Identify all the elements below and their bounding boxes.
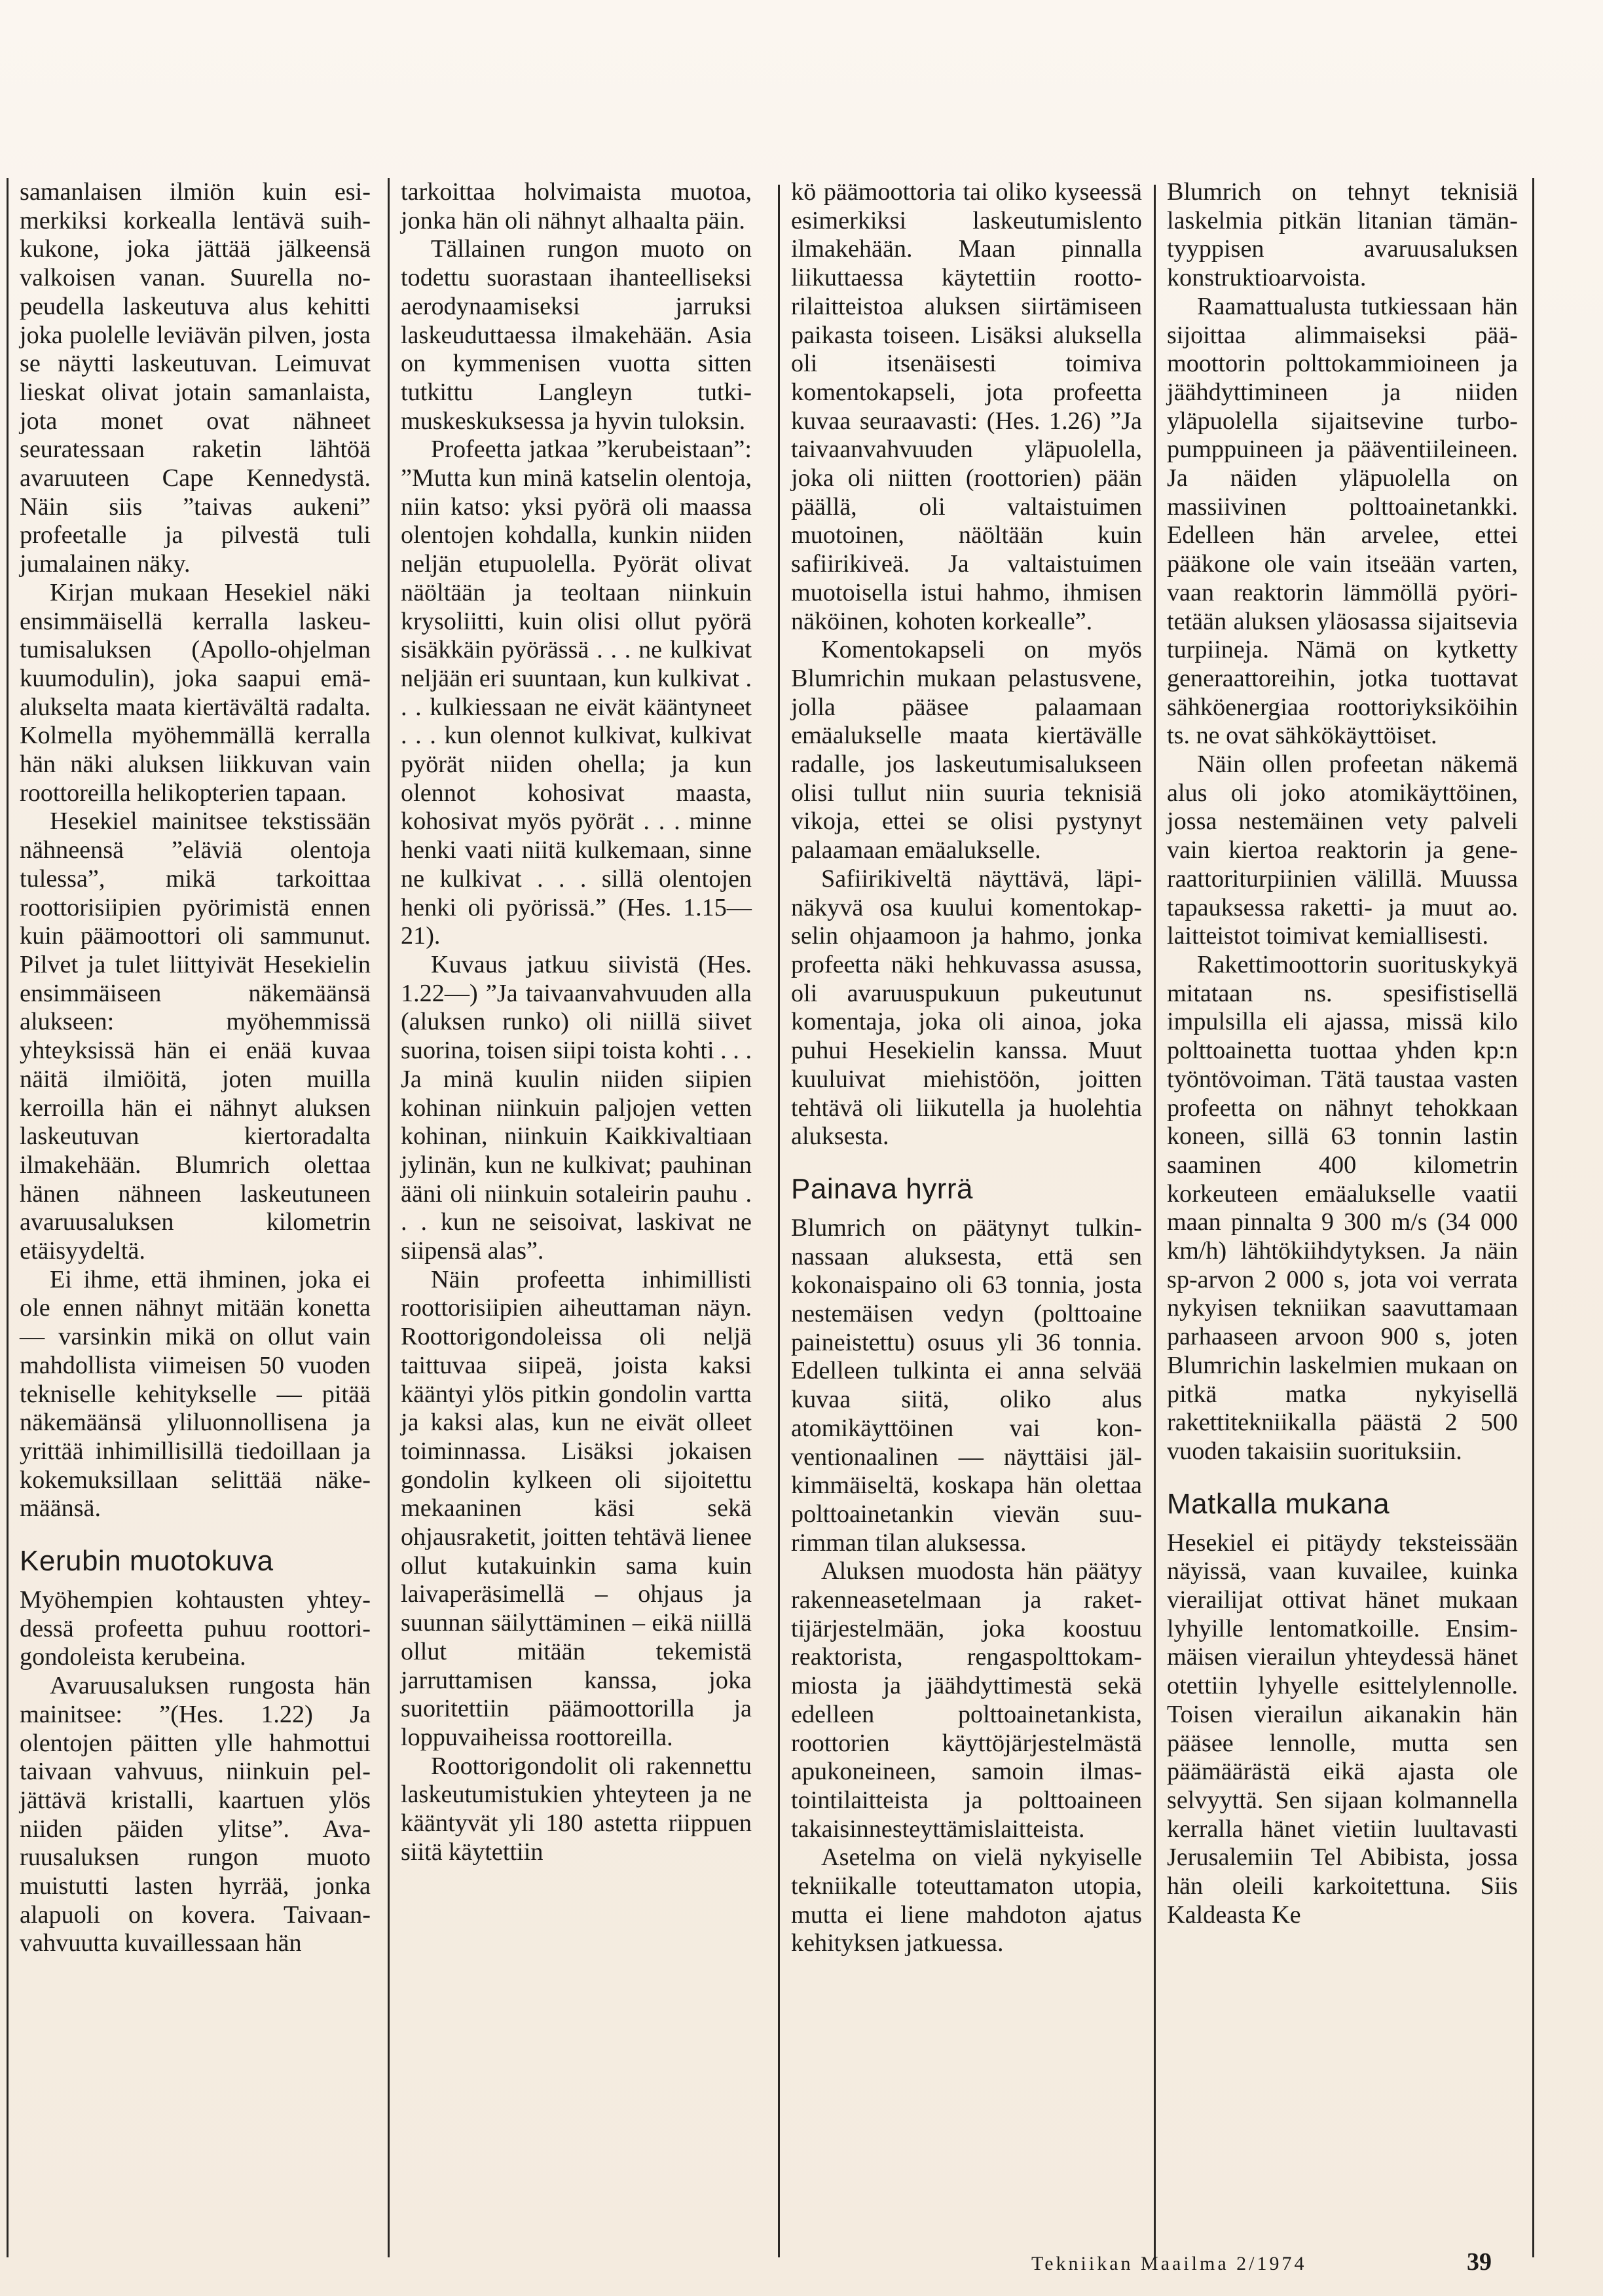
section-heading: Kerubin muotokuva [20,1545,274,1578]
paragraph: Ei ihme, että ihminen, joka ei ole ennen nähnyt mitään konetta — varsinkin mikä on ollut vain mahdollista viimeisen 50 vuoden tekniselle kehitykselle — pitää näkemäänsä yliluonnollisena ja yrittää inhimillisillä tiedoillaan ja kokemuksillaan selittää näkemäänsä. [20,1265,371,1523]
paragraph: Kirjan mukaan Hesekiel näki ensimmäisellä kerralla laskeutumisaluksen (Apollo-ohjelman kuumodulin), joka saapui emäalukselta maata kiertävältä radalta. Kolmella myöhemmällä kerralla hän näki aluksen liikkuvan vain roottoreilla helikopterien tapaan. [20,578,371,807]
article-column-1 [20,178,371,1958]
column-rule-1-2 [388,178,390,2257]
column-rule-2-3 [778,185,780,2257]
page-number: 39 [1467,2248,1492,2276]
paragraph: Näin profeetta inhimillisti roottorisiipien aiheuttaman näyn. Roottorigondoleissa oli neljä taittuvaa siipeä, joista kaksi kääntyi ylös pitkin gondolin vartta ja kaksi alas, kun ne eivät olleet toiminnassa. Lisäksi jokaisen gondolin kylkeen oli sijoitettu mekaaninen käsi sekä ohjausraketit, joitten tehtävä lienee ollut kutakuinkin sama kuin laivaperäsimellä – ohjaus ja suunnan säilyttäminen – eikä niillä ollut mitään tekemistä jarruttamisen kanssa, joka suoritettiin päämoottorilla ja loppuvaiheissa roottoreilla. [401,1265,752,1751]
paragraph: Komentokapseli on myös Blumrichin mukaan pelastusvene, jolla pääsee palaamaan emäalukselle maata kiertävälle radalle, jos laskeutumisalukseen olisi tullut niin suuria teknisiä vikoja, ettei se olisi pystynyt palaamaan emäalukselle. [791,636,1142,864]
paragraph: Profeetta jatkaa ”kerubeistaan”: ”Mutta kun minä katselin olentoja, niin katso: yksi pyörä oli maassa olentojen kohdalla, kunkin niiden neljän etupuolella. Pyörät olivat näöltään ja teoltaan niinkuin krysoliitti, kuin olisi ollut pyörä sisäkkäin pyörässä . . . ne kulkivat neljään eri suuntaan, kun kulkivat . . . kulkiessaan ne eivät kääntyneet . . . kun olennot kulkivat, kulkivat pyörät niiden ohella; ja kun olennot kohosivat maasta, kohosivat myös pyörät . . . minne henki vaati niitä kulkemaan, sinne ne kulkivat . . . sillä olentojen henki oli pyörissä.” (Hes. 1.15—21). [401,435,752,950]
column-rule-right-4 [1532,178,1534,2257]
paragraph: Rakettimoottorin suorituskykyä mitataan ns. spesifistisellä impulsilla eli ajassa, missä kilo polttoainetta tuottaa yhden kp:n työntövoiman. Tätä taustaa vasten profeetta on nähnyt tehokkaan koneen, sillä 63 tonnin lastin saaminen 400 kilometrin korkeuteen emäalukselle vaatii maan pinnalta 9 300 m/s (34 000 km/h) lähtökiihdytyksen. Ja näin sp-arvon 2 000 s, jota voi verrata nykyisen tekniikan saavuttamaan parhaaseen arvoon 900 s, joten Blumrichin laskelmien mukaan on pitkä matka nykyisellä rakettitekniikalla päästä 2 500 vuoden takaisiin suorituksiin. [1167,950,1518,1465]
article-column-3 [791,178,1142,1958]
paragraph: Kuvaus jatkuu siivistä (Hes. 1.22—) ”Ja taivaanvahvuuden alla (aluksen runko) oli niillä siivet suorina, toisen siipi toista kohti . . . Ja minä kuulin niiden siipien kohinan niinkuin paljojen vetten kohinan, niinkuin Kaikkivaltiaan jylinän, kun ne kulkivat; pauhinan ääni oli niinkuin sotaleirin pauhu . . . kun ne seisoivat, laskivat ne siipensä alas”. [401,950,752,1265]
paragraph: Roottorigondolit oli rakennettu laskeutumistukien yhteyteen ja ne kääntyvät yli 180 astetta riippuen siitä käytettiin [401,1752,752,1866]
paragraph: Raamattualusta tutkiessaan hän sijoittaa alimmaiseksi päämoottorin polttokammioineen ja jäähdyttimineen ja niiden yläpuolella sijaitsevine turbopumppuineen ja pääventiileineen. Ja näiden yläpuolella on massiivinen polttoainetankki. Edelleen hän arvelee, ettei pääkone ole vain itseään varten, vaan reaktorin lämmöllä pyöritetään aluksen yläosassa sijaitsevia turpiineja. Nämä on kytketty generaattoreihin, jotka tuottavat sähköenergiaa roottoriyksiköihin ts. ne ovat sähkökäyttöiset. [1167,292,1518,750]
paragraph: Asetelma on vielä nykyiselle tekniikalle toteuttamaton utopia, mutta ei liene mahdoton ajatus kehityksen jatkuessa. [791,1843,1142,1957]
paragraph: Hesekiel ei pitäydy teksteissään näyissä, vaan kuvailee, kuinka vierailijat ottivat hänet mukaan lyhyille lentomatkoille. Ensimmäisen vierailun yhteydessä hänet otettiin lyhyelle esittelylennolle. Toisen vierailun aikanakin hän pääsee lennolle, mutta sen päämäärästä eikä ajasta ole selvyyttä. Sen sijaan kolmannella kerralla hänet vietiin luultavasti Jerusalemiin Tel Abibista, jossa hän oleili karkoitettuna. Siis Kaldeasta Ke [1167,1528,1518,1929]
paragraph: Aluksen muodosta hän päätyy rakenneasetelmaan ja rakettijärjestelmään, joka koostuu reaktorista, rengaspolttokammiosta ja jäähdyttimestä sekä edelleen polttoainetankista, roottorien käyttöjärjestelmästä apukoneineen, samoin ilmastointilaitteista ja polttoaineen takaisinnesteyttämislaitteista. [791,1557,1142,1843]
paragraph: Myöhempien kohtausten yhteydessä profeetta puhuu roottorigondoleista kerubeina. [20,1586,371,1671]
section-heading: Painava hyrrä [791,1172,973,1205]
paragraph: Blumrich on tehnyt teknisiä laskelmia pitkän litanian tämäntyyppisen avaruusaluksen konstruktioarvoista. [1167,178,1518,292]
article-column-4 [1167,178,1518,1929]
paragraph: Hesekiel mainitsee tekstissään nähneensä ”eläviä olentoja tulessa”, mikä tarkoittaa roottorisiipien pyörimistä ennen kuin päämoottori oli sammunut. Pilvet ja tulet liittyivät Hesekielin ensimmäiseen näkemäänsä alukseen: myöhemmissä yhteyksissä hän ei enää kuvaa näitä ilmiöitä, joten muilla kerroilla hän ei nähnyt aluksen laskeutuvan kiertoradalta ilmakehään. Blumrich olettaa hänen nähneen laskeutuneen avaruusaluksen kilometrin etäisyydeltä. [20,807,371,1265]
paragraph: Blumrich on päätynyt tulkinnassaan aluksesta, että sen kokonaispaino oli 63 tonnia, josta nestemäisen vedyn (polttoaine paineistettu) osuus yli 36 tonnia. Edelleen tulkinta ei anna selvää kuvaa siitä, oliko alus atomikäyttöinen vai konventionaalinen — näyttäisi jälkimmäiseltä, koskapa hän olettaa polttoainetankin vievän suurimman tilan aluksessa. [791,1213,1142,1557]
column-rule-3-4 [1154,185,1156,2257]
paragraph: Avaruusaluksen rungosta hän mainitsee: ”(Hes. 1.22) Ja olentojen päitten ylle hahmottui taivaan vahvuus, niinkuin peljättävä kristalli, kaartuen ylös niiden päiden ylitse”. Avaruusaluksen rungon muoto muistutti lasten hyrrää, jonka alapuoli on kovera. Taivaanvahvuutta kuvaillessaan hän [20,1672,371,1957]
paragraph: kö päämoottoria tai oliko kyseessä esimerkiksi laskeutumislento ilmakehään. Maan pinnalla liikuttaessa käytettiin roottorilaitteistoa aluksen siirtämiseen paikasta toiseen. Lisäksi aluksella oli itsenäisesti toimiva komentokapseli, jota profeetta kuvaa seuraavasti: (Hes. 1.26) ”Ja taivaanvahvuuden yläpuolella, joka oli niitten (roottorien) pään päällä, oli valtaistuimen muotoinen, näöltään kuin safiirikiveä. Ja valtaistuimen muotoisella istui hahmo, ihmisen näköinen, kohoten korkealle”. [791,178,1142,635]
section-heading: Matkalla mukana [1167,1487,1390,1520]
publication-footer: Tekniikan Maailma 2/1974 [1031,2253,1307,2274]
paragraph: Safiirikiveltä näyttävä, läpinäkyvä osa kuului komentokapselin ohjaamoon ja hahmo, jonka profeetta näki hehkuvassa asussa, oli avaruuspukuun pukeutunut komentaja, joka oli ainoa, joka puhui Hesekielin kanssa. Muut kuuluivat miehistöön, joitten tehtävä oli liikutella ja huolehtia aluksesta. [791,864,1142,1151]
paragraph: Näin ollen profeetan näkemä alus oli joko atomikäyttöinen, jossa nestemäinen vety palveli vain kiertoa reaktorin ja generaattoriturpiinien välillä. Muussa tapauksessa raketti- ja muut ao. laitteistot toimivat kemiallisesti. [1167,750,1518,950]
paragraph: Tällainen rungon muoto on todettu suorastaan ihanteelliseksi aerodynaamiseksi jarruksi laskeuduttaessa ilmakehään. Asia on kymmenisen vuotta sitten tutkittu Langleyn tutkimuskeskuksessa ja hyvin tuloksin. [401,235,752,435]
article-column-2 [401,178,752,1866]
paragraph: samanlaisen ilmiön kuin esimerkiksi korkealla lentävä suihkukone, joka jättää jälkeensä valkoisen vanan. Suurella nopeudella laskeutuva alus kehitti joka puolelle leviävän pilven, josta se näytti laskeutuvan. Leimuvat lieskat olivat jotain samanlaista, jota monet ovat nähneet seuratessaan raketin lähtöä avaruuteen Cape Kennedystä. Näin siis ”taivas aukeni” profeetalle ja pilvestä tuli jumalainen näky. [20,178,371,578]
paragraph: tarkoittaa holvimaista muotoa, jonka hän oli nähnyt alhaalta päin. [401,178,752,234]
column-rule-left-1 [7,178,9,2257]
